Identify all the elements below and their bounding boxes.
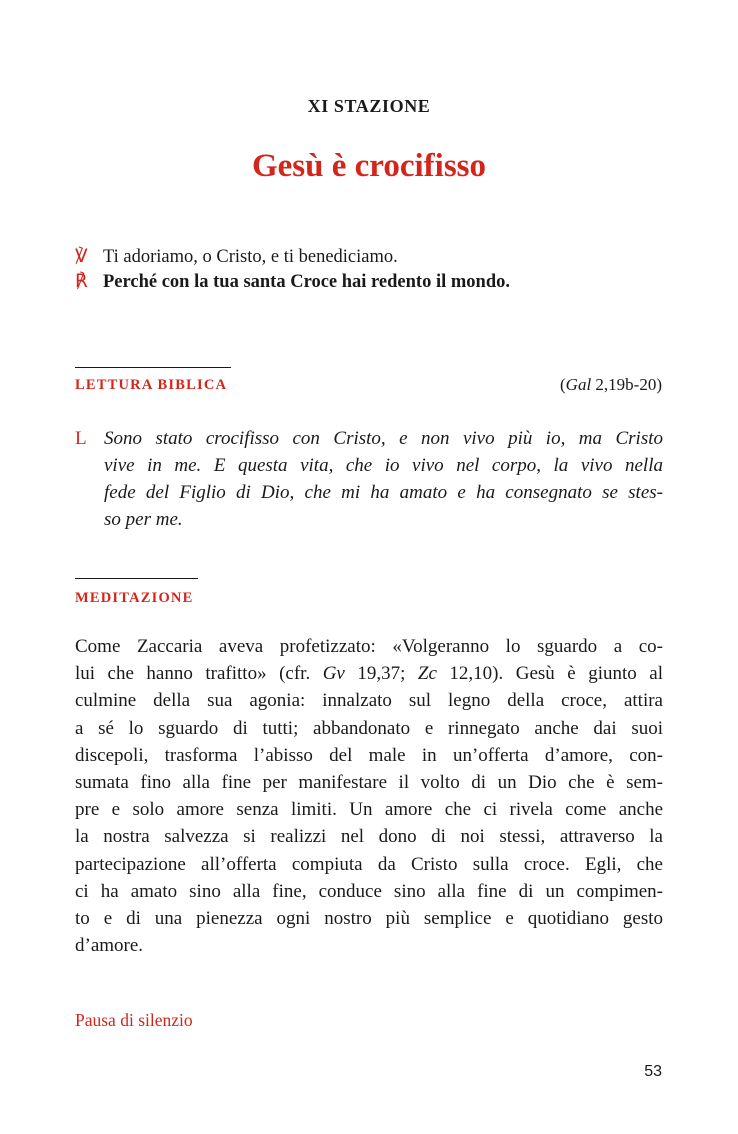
ref-verses: 2,19b-20) [591,375,662,394]
versicle-line [75,243,675,271]
pause-instruction: Pausa di silenzio [75,1010,193,1030]
bible-reading [75,425,663,533]
reading-line: fede del Figlio di Dio, che mi ha amato e ha consegnato se stes- [104,482,663,503]
ref-open: ( [560,375,566,394]
meditation-line: sumata fino alla fine per manifestare il volto di un Dio che è sem- [75,772,663,794]
versicle-symbol: ℣ [75,247,88,267]
meditation-line [75,660,663,687]
ref-book: Gal [565,375,592,394]
ref-zechariah: Zc [417,663,437,685]
reader-symbol: L [75,428,87,449]
versicle-text: Ti adoriamo, o Cristo, e ti benediciamo. [103,247,398,267]
meditation-line: to e di una pienezza ogni nostro più semplice e quotidiano gesto [75,908,663,930]
meditation-line: d’amore. [75,935,144,957]
meditation-line: a sé lo sguardo di tutti; abbandonato e rinnegato anche dai suoi [75,717,663,739]
reading-line: Sono stato crocifisso con Cristo, e non vivo più io, ma Cristo [104,428,663,449]
meditation-line: ci ha amato sino alla fine, conduce sino alla fine di un compimen- [75,880,663,902]
reading-line: so per me. [104,509,183,530]
response-text: Perché con la tua santa Croce hai redento il mondo. [103,272,510,292]
meditation-divider [75,578,198,579]
meditation-line: Come Zaccaria aveva profetizzato: «Volgeranno lo sguardo a co- [75,636,663,657]
meditation-line: partecipazione all’offerta compiuta da Cristo sulla croce. Egli, che [75,853,663,875]
meditation-line: culmine della sua agonia: innalzato sul legno della croce, attira [75,690,663,712]
ref-gospel-john: Gv [322,663,345,685]
meditation-label: MEDITAZIONE [75,590,194,606]
response-symbol: ℟ [75,272,88,292]
meditation-fragment: lui che hanno trafitto» (cfr. [75,663,323,685]
meditation-line: la nostra salvezza si realizzi nel dono di noi stessi, attraverso la [75,826,663,848]
station-number: XI STAZIONE [307,96,431,116]
meditation-fragment: 12,10). Gesù è giunto al [436,663,664,685]
meditation-line: discepoli, trasforma l’abisso del male in un’offerta d’amore, con- [75,744,663,766]
meditation-fragment: 19,37; [344,663,418,685]
page-title: Gesù è crocifisso [251,148,486,184]
response-line [75,268,675,296]
reading-line: vive in me. E questa vita, che io vivo nel corpo, la vivo nella [104,455,663,476]
page-number: 53 [644,1063,662,1080]
reading-divider [75,367,231,368]
scripture-reference [560,375,662,395]
meditation-text [75,633,663,959]
meditation-line: pre e solo amore senza limiti. Un amore che ci rivela come anche [75,799,663,821]
reading-label: LETTURA BIBLICA [75,377,228,393]
reading-text [104,425,663,533]
